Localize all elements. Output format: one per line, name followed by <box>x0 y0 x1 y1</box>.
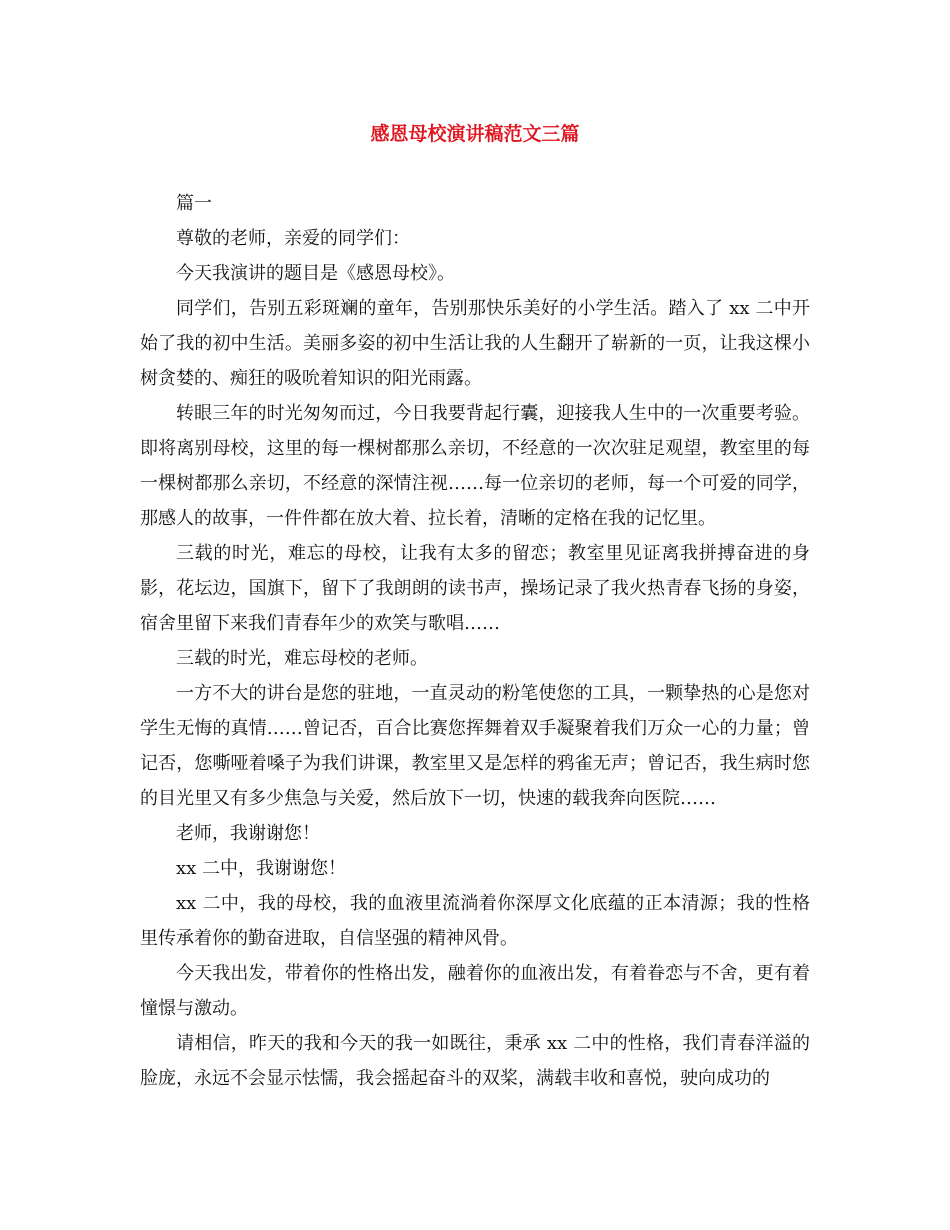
paragraph: xx 二中，我的母校，我的血液里流淌着你深厚文化底蕴的正本清源；我的性格里传承着你的勤奋进取，自信坚强的精神风骨。 <box>140 893 810 949</box>
document-title: 感恩母校演讲稿范文三篇 <box>370 123 580 145</box>
paragraph: 三载的时光，难忘母校的老师。 <box>176 648 428 669</box>
paragraph: 一方不大的讲台是您的驻地，一直灵动的粉笔使您的工具，一颗挚热的心是您对学生无悔的真情……曾记否，百合比赛您挥舞着双手凝聚着我们万众一心的力量；曾记否，您嘶哑着嗓子为我们讲课，教室里又是怎样的鸦雀无声；曾记否，我生病时您的目光里又有多少焦急与关爱，然后放下一切，快速的载我奔向医院…… <box>140 683 810 809</box>
paragraph: 同学们，告别五彩斑斓的童年，告别那快乐美好的小学生活。踏入了 xx 二中开始了我的初中生活。美丽多姿的初中生活让我的人生翻开了崭新的一页，让我这棵小树贪婪的、痴狂的吸吮着知识的阳光雨露。 <box>140 298 810 389</box>
paragraph: 老师，我谢谢您！ <box>176 823 320 844</box>
document-body <box>140 186 810 1096</box>
paragraph: 今天我出发，带着你的性格出发，融着你的血液出发，有着眷恋与不舍，更有着憧憬与激动。 <box>140 963 810 1019</box>
paragraph: 三载的时光，难忘的母校，让我有太多的留恋；教室里见证离我拼搏奋进的身影，花坛边，国旗下，留下了我朗朗的读书声，操场记录了我火热青春飞扬的身姿，宿舍里留下来我们青春年少的欢笑与歌唱…… <box>140 543 810 634</box>
paragraph: 尊敬的老师，亲爱的同学们： <box>176 228 410 249</box>
paragraph: 今天我演讲的题目是《感恩母校》。 <box>176 263 455 284</box>
paragraph: 篇一 <box>176 193 212 214</box>
paragraph: xx 二中，我谢谢您！ <box>176 858 347 879</box>
paragraph: 转眼三年的时光匆匆而过，今日我要背起行囊，迎接我人生中的一次重要考验。即将离别母校，这里的每一棵树都那么亲切，不经意的一次次驻足观望，教室里的每一棵树都那么亲切，不经意的深情注视……每一位亲切的老师，每一个可爱的同学，那感人的故事，一件件都在放大着、拉长着，清晰的定格在我的记忆里。 <box>140 403 810 529</box>
paragraph: 请相信，昨天的我和今天的我一如既往，秉承 xx 二中的性格，我们青春洋溢的脸庞，永远不会显示怯懦，我会摇起奋斗的双桨，满载丰收和喜悦，驶向成功的 <box>140 1033 810 1089</box>
